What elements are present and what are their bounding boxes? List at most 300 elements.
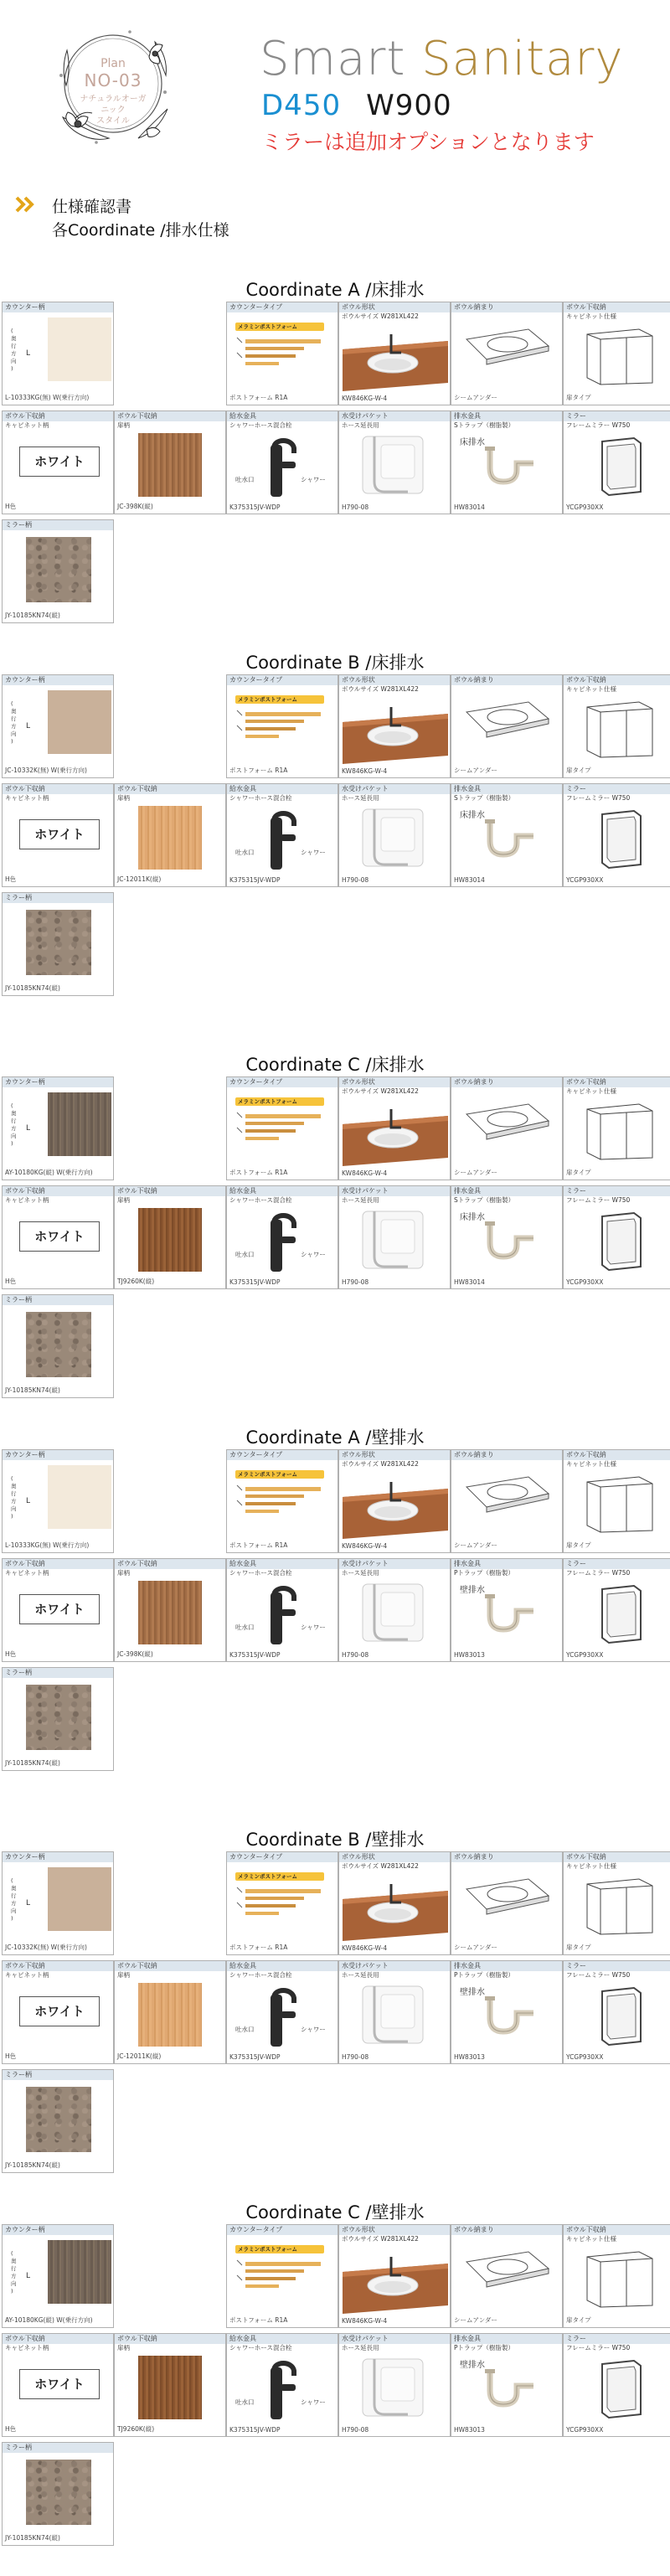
card-caption: KW846KG-W-4 <box>342 1169 388 1177</box>
trap-pipe-icon <box>473 1995 545 2050</box>
section-title: 仕様確認書 <box>52 198 132 216</box>
card-mirror-pattern <box>2 2442 114 2546</box>
card-header: 排水金具 <box>451 411 562 421</box>
card-header: ボウル下収納 <box>115 1961 225 1971</box>
card-water-bracket <box>338 410 451 514</box>
coordinate-title: Coordinate C /壁排水 <box>245 2202 425 2222</box>
card-header: ボウル下収納 <box>115 1559 225 1569</box>
card-caption: HW83014 <box>454 876 485 884</box>
card-caption: 扉タイプ <box>566 2316 591 2324</box>
card-header: カウンター柄 <box>3 1852 113 1862</box>
card-subheader: フレームミラー W750 <box>566 1971 631 1979</box>
counter-type-diagram <box>234 1482 334 1524</box>
card-header: ボウル下収納 <box>564 1852 670 1862</box>
drain-type-label: 床排水 <box>460 1213 485 1222</box>
bracket-image <box>356 1981 431 2052</box>
card-caption: シームアンダー <box>454 767 497 774</box>
card-header: ミラー柄 <box>3 1668 113 1678</box>
counter-axis-label: L <box>26 1899 31 1907</box>
card-water-bracket <box>338 1558 451 1662</box>
card-subheader: フレームミラー W750 <box>566 2344 631 2351</box>
card-caption: K375315JV-WDP <box>229 1278 281 1286</box>
bowl-photo <box>343 1874 448 1941</box>
card-counter-type <box>226 2224 338 2328</box>
trap-label: Pトラップ（樹脂製） <box>454 2344 514 2351</box>
coordinate-block-5 <box>0 1826 670 2203</box>
card-caption: YCGP930XX <box>566 503 604 511</box>
card-header: カウンタータイプ <box>227 1077 338 1087</box>
card-cabinet-color <box>2 1185 114 1289</box>
card-caption: 扉タイプ <box>566 767 591 774</box>
bowl-fit-diagram <box>461 1470 554 1532</box>
card-faucet <box>226 783 338 887</box>
card-counter-pattern <box>2 674 114 778</box>
card-header: 排水金具 <box>451 784 562 794</box>
card-caption: H色 <box>5 2052 17 2060</box>
door-swatch <box>138 1983 202 2047</box>
counter-type-diagram <box>234 1884 334 1926</box>
trap-label: Pトラップ（樹脂製） <box>454 1971 514 1979</box>
counter-swatch <box>48 690 111 754</box>
cabinet-color-white: ホワイト <box>19 1996 100 2026</box>
card-subheader: 扉柄 <box>117 1971 130 1979</box>
card-caption: K375315JV-WDP <box>229 2426 281 2434</box>
card-faucet <box>226 1558 338 1662</box>
card-header: カウンタータイプ <box>227 1450 338 1460</box>
bowl-photo <box>343 1099 448 1166</box>
card-header: ボウル下収納 <box>3 1559 113 1569</box>
card-header: ボウル納まり <box>451 302 562 312</box>
card-mirror <box>563 1558 670 1662</box>
card-subheader: フレームミラー W750 <box>566 1569 631 1577</box>
card-counter-type <box>226 1449 338 1553</box>
plan-label: Plan <box>100 57 126 70</box>
faucet-icon <box>252 806 302 873</box>
card-subheader: キャビネット仕様 <box>566 312 616 320</box>
faucet-shower-label: シャワー <box>301 1624 326 1631</box>
card-header: 給水金具 <box>227 411 338 421</box>
card-caption: H790-08 <box>342 503 369 511</box>
card-header: 水受けパケット <box>339 2334 450 2344</box>
card-header: ボウル下収納 <box>564 1077 670 1087</box>
card-cabinet-spec <box>563 1449 670 1553</box>
trap-pipe-icon <box>473 2367 545 2423</box>
faucet-spout-label: 吐水口 <box>235 1624 255 1631</box>
card-mirror-pattern <box>2 2069 114 2173</box>
card-caption: H色 <box>5 2425 17 2433</box>
card-caption: JY-10185KN74(縦) <box>5 612 60 619</box>
card-subheader: シャワーホース混合栓 <box>229 1971 292 1979</box>
cabinet-color-white: ホワイト <box>19 1594 100 1624</box>
counter-type-diagram <box>234 2257 334 2299</box>
card-header: ボウル下収納 <box>564 675 670 685</box>
card-caption: JY-10185KN74(縦) <box>5 1759 60 1767</box>
card-subheader: 扉柄 <box>117 2344 130 2351</box>
faucet-shower-label: シャワー <box>301 1251 326 1258</box>
card-caption: KW846KG-W-4 <box>342 1944 388 1952</box>
card-header: カウンタータイプ <box>227 2225 338 2235</box>
card-mirror <box>563 1185 670 1289</box>
coordinate-title: Coordinate B /床排水 <box>245 653 425 673</box>
card-door-pattern <box>114 783 226 887</box>
card-header: ボウル下収納 <box>3 784 113 794</box>
bowl-size: ボウルサイズ W281XL422 <box>342 1087 419 1095</box>
mirror-stone-swatch <box>26 1685 91 1750</box>
cabinet-diagram <box>584 326 656 386</box>
card-caption: K375315JV-WDP <box>229 2053 281 2061</box>
bracket-image <box>356 1206 431 1277</box>
card-header: カウンター柄 <box>3 675 113 685</box>
card-bowl-fit <box>451 302 563 405</box>
card-caption: シームアンダー <box>454 1541 497 1549</box>
card-cabinet-color <box>2 1960 114 2064</box>
card-caption: H790-08 <box>342 1651 369 1659</box>
counter-swatch <box>48 317 111 381</box>
card-caption: H790-08 <box>342 876 369 884</box>
drain-type-label: 壁排水 <box>460 1988 485 1997</box>
card-cabinet-color <box>2 2333 114 2437</box>
card-caption: シームアンダー <box>454 394 497 401</box>
door-swatch <box>138 1208 202 1272</box>
coordinate-title: Coordinate B /壁排水 <box>245 1830 425 1850</box>
counter-type-chip: メラミンポストフォーム <box>235 1470 324 1479</box>
counter-swatch <box>48 2240 111 2304</box>
card-header: カウンタータイプ <box>227 675 338 685</box>
card-mirror <box>563 1960 670 2064</box>
page-header <box>0 0 670 159</box>
coordinate-block-1 <box>0 276 670 653</box>
card-door-pattern <box>114 2333 226 2437</box>
card-caption: L-10333KG(無) W(乗行方向) <box>5 1541 90 1549</box>
card-caption: HW83014 <box>454 503 485 511</box>
card-header: ボウル形状 <box>339 302 450 312</box>
card-caption: H790-08 <box>342 2053 369 2061</box>
card-caption: ポストフォーム R1A <box>229 1944 288 1951</box>
brand-word-sanitary: Sanitary <box>421 32 624 86</box>
card-header: ボウル納まり <box>451 1852 562 1862</box>
card-bowl-shape <box>338 1449 451 1553</box>
bowl-fit-diagram <box>461 695 554 757</box>
card-subheader: シャワーホース混合栓 <box>229 794 292 802</box>
card-bowl-shape <box>338 674 451 778</box>
bowl-size: ボウルサイズ W281XL422 <box>342 312 419 320</box>
card-bowl-shape <box>338 1076 451 1180</box>
width-label: W900 <box>366 89 452 122</box>
card-counter-type <box>226 1851 338 1955</box>
card-header: ボウル下収納 <box>564 302 670 312</box>
card-header: ミラー柄 <box>3 1295 113 1305</box>
card-caption: L-10333KG(無) W(乗行方向) <box>5 394 90 401</box>
door-swatch <box>138 806 202 870</box>
faucet-spout-label: 吐水口 <box>235 849 255 856</box>
card-subheader: ホース延長用 <box>342 1196 379 1204</box>
card-header: カウンタータイプ <box>227 1852 338 1862</box>
bowl-fit-diagram <box>461 1097 554 1159</box>
mirror-stone-swatch <box>26 910 91 975</box>
card-subheader: キャビネット仕様 <box>566 1862 616 1870</box>
card-header: ボウル下収納 <box>3 2334 113 2344</box>
card-bowl-fit <box>451 2224 563 2328</box>
coordinate-title: Coordinate A /壁排水 <box>245 1427 425 1448</box>
card-caption: JC-398K(縦) <box>117 503 153 510</box>
card-header: ミラー柄 <box>3 2443 113 2453</box>
counter-type-chip: メラミンポストフォーム <box>235 2245 324 2253</box>
plan-style-line1: ナチュラルオーガニック <box>80 95 147 115</box>
mirror-frame-icon <box>597 1211 644 1272</box>
card-door-pattern <box>114 1558 226 1662</box>
card-caption: ポストフォーム R1A <box>229 394 288 401</box>
double-chevron-icon <box>15 196 37 213</box>
card-mirror <box>563 2333 670 2437</box>
card-bowl-shape <box>338 2224 451 2328</box>
card-header: 給水金具 <box>227 1559 338 1569</box>
faucet-icon <box>252 1581 302 1648</box>
trap-label: Sトラップ（樹脂製） <box>454 1196 515 1204</box>
card-caption: JY-10185KN74(縦) <box>5 984 60 992</box>
card-header: 給水金具 <box>227 784 338 794</box>
card-header: カウンター柄 <box>3 302 113 312</box>
card-caption: AY-10180KG(縦) W(乗行方向) <box>5 2316 93 2324</box>
card-subheader: キャビネット柄 <box>5 2344 49 2351</box>
card-header: ボウル下収納 <box>564 2225 670 2235</box>
card-drain-trap <box>451 1185 563 1289</box>
card-header: ボウル下収納 <box>115 1186 225 1196</box>
bowl-photo <box>343 2247 448 2314</box>
cabinet-diagram <box>584 699 656 759</box>
card-header: ボウル下収納 <box>115 411 225 421</box>
coordinate-block-6 <box>0 2199 670 2576</box>
mirror-stone-swatch <box>26 2087 91 2152</box>
card-water-bracket <box>338 2333 451 2437</box>
cabinet-color-white: ホワイト <box>19 819 100 849</box>
card-caption: KW846KG-W-4 <box>342 1542 388 1550</box>
card-door-pattern <box>114 410 226 514</box>
card-header: ミラー <box>564 1559 670 1569</box>
card-header: 水受けパケット <box>339 1559 450 1569</box>
card-subheader: フレームミラー W750 <box>566 421 631 429</box>
trap-pipe-icon <box>473 445 545 500</box>
card-header: ボウル下収納 <box>115 784 225 794</box>
card-header: ボウル形状 <box>339 1450 450 1460</box>
card-counter-pattern <box>2 302 114 405</box>
card-bowl-fit <box>451 1076 563 1180</box>
card-bowl-shape <box>338 1851 451 1955</box>
depth-axis-glyphs: ( 奥 行 方 向 ) <box>11 328 17 372</box>
cabinet-diagram <box>584 2248 656 2309</box>
counter-type-diagram <box>234 1109 334 1151</box>
mirror-stone-swatch <box>26 537 91 602</box>
bracket-image <box>356 431 431 502</box>
card-caption: YCGP930XX <box>566 1278 604 1286</box>
card-subheader: キャビネット仕様 <box>566 1460 616 1468</box>
coordinate-title: Coordinate C /床排水 <box>245 1055 425 1075</box>
card-subheader: 扉柄 <box>117 794 130 802</box>
card-caption: KW846KG-W-4 <box>342 395 388 402</box>
card-header: 排水金具 <box>451 1961 562 1971</box>
card-header: 水受けパケット <box>339 1186 450 1196</box>
card-counter-type <box>226 674 338 778</box>
card-caption: 扉タイプ <box>566 394 591 401</box>
card-counter-type <box>226 302 338 405</box>
mirror-option-notice: ミラーは追加オプションとなります <box>261 130 595 154</box>
card-caption: 扉タイプ <box>566 1944 591 1951</box>
card-header: カウンター柄 <box>3 2225 113 2235</box>
card-caption: JC-10332K(無) W(乗行方向) <box>5 1944 87 1951</box>
cabinet-diagram <box>584 1101 656 1161</box>
cabinet-diagram <box>584 1474 656 1534</box>
card-caption: JC-10332K(無) W(乗行方向) <box>5 767 87 774</box>
card-cabinet-spec <box>563 674 670 778</box>
mirror-frame-icon <box>597 1986 644 2047</box>
card-subheader: キャビネット仕様 <box>566 2235 616 2243</box>
card-header: ボウル形状 <box>339 1852 450 1862</box>
trap-pipe-icon <box>473 1220 545 1275</box>
card-drain-trap <box>451 410 563 514</box>
card-caption: AY-10180KG(縦) W(乗行方向) <box>5 1169 93 1176</box>
card-bowl-fit <box>451 1449 563 1553</box>
trap-pipe-icon <box>473 1593 545 1648</box>
card-subheader: 扉柄 <box>117 1196 130 1204</box>
counter-axis-label: L <box>26 2272 31 2280</box>
card-bowl-fit <box>451 674 563 778</box>
faucet-spout-label: 吐水口 <box>235 476 255 483</box>
card-counter-pattern <box>2 1076 114 1180</box>
card-caption: 扉タイプ <box>566 1541 591 1549</box>
card-caption: KW846KG-W-4 <box>342 2317 388 2325</box>
card-drain-trap <box>451 2333 563 2437</box>
card-header: ボウル下収納 <box>564 1450 670 1460</box>
depth-axis-glyphs: ( 奥 行 方 向 ) <box>11 1475 17 1520</box>
card-faucet <box>226 1185 338 1289</box>
card-mirror-pattern <box>2 892 114 996</box>
coordinate-block-2 <box>0 649 670 1026</box>
cabinet-diagram <box>584 1876 656 1936</box>
card-caption: K375315JV-WDP <box>229 876 281 884</box>
card-mirror <box>563 410 670 514</box>
card-subheader: キャビネット仕様 <box>566 1087 616 1095</box>
card-mirror-pattern <box>2 519 114 623</box>
plan-badge <box>80 57 147 126</box>
mirror-frame-icon <box>597 809 644 870</box>
counter-type-chip: メラミンポストフォーム <box>235 1097 324 1106</box>
counter-axis-label: L <box>26 1124 31 1133</box>
card-counter-pattern <box>2 1851 114 1955</box>
faucet-shower-label: シャワー <box>301 849 326 856</box>
card-subheader: フレームミラー W750 <box>566 1196 631 1204</box>
card-faucet <box>226 1960 338 2064</box>
trap-label: Pトラップ（樹脂製） <box>454 1569 514 1577</box>
card-header: 排水金具 <box>451 1186 562 1196</box>
drain-type-label: 壁排水 <box>460 1586 485 1595</box>
card-mirror-pattern <box>2 1294 114 1398</box>
depth-axis-glyphs: ( 奥 行 方 向 ) <box>11 1877 17 1922</box>
dimensions <box>261 89 452 122</box>
card-cabinet-color <box>2 783 114 887</box>
bowl-size: ボウルサイズ W281XL422 <box>342 1862 419 1870</box>
card-caption: K375315JV-WDP <box>229 1651 281 1659</box>
card-subheader: キャビネット仕様 <box>566 685 616 693</box>
card-caption: HW83013 <box>454 1651 485 1659</box>
card-caption: KW846KG-W-4 <box>342 767 388 775</box>
card-caption: JY-10185KN74(縦) <box>5 2161 60 2169</box>
card-caption: JY-10185KN74(縦) <box>5 2534 60 2542</box>
card-caption: H色 <box>5 1278 17 1285</box>
card-faucet <box>226 410 338 514</box>
mirror-frame-icon <box>597 1584 644 1644</box>
card-caption: ポストフォーム R1A <box>229 1169 288 1176</box>
brand-title <box>260 32 624 86</box>
card-subheader: シャワーホース混合栓 <box>229 2344 292 2351</box>
card-cabinet-color <box>2 410 114 514</box>
card-caption: YCGP930XX <box>566 876 604 884</box>
door-swatch <box>138 2356 202 2419</box>
card-header: ボウル納まり <box>451 675 562 685</box>
card-mirror <box>563 783 670 887</box>
card-subheader: ホース延長用 <box>342 421 379 429</box>
card-caption: JC-12011K(縦) <box>117 875 162 883</box>
bracket-image <box>356 2354 431 2424</box>
counter-swatch <box>48 1867 111 1931</box>
counter-type-chip: メラミンポストフォーム <box>235 1872 324 1881</box>
card-counter-pattern <box>2 2224 114 2328</box>
faucet-icon <box>252 1983 302 2050</box>
depth-axis-glyphs: ( 奥 行 方 向 ) <box>11 2250 17 2295</box>
counter-type-diagram <box>234 707 334 749</box>
counter-type-diagram <box>234 334 334 376</box>
cabinet-color-white: ホワイト <box>19 447 100 477</box>
card-caption: ポストフォーム R1A <box>229 1541 288 1549</box>
counter-type-chip: メラミンポストフォーム <box>235 695 324 704</box>
card-subheader: ホース延長用 <box>342 1569 379 1577</box>
card-subheader: シャワーホース混合栓 <box>229 421 292 429</box>
card-caption: H色 <box>5 1650 17 1658</box>
section-subtitle: 各Coordinate /排水仕様 <box>52 221 229 240</box>
card-faucet <box>226 2333 338 2437</box>
card-subheader: キャビネット柄 <box>5 794 49 802</box>
card-header: カウンター柄 <box>3 1077 113 1087</box>
card-header: ボウル納まり <box>451 1077 562 1087</box>
counter-type-chip: メラミンポストフォーム <box>235 323 324 331</box>
card-header: カウンタータイプ <box>227 302 338 312</box>
card-subheader: 扉柄 <box>117 421 130 429</box>
card-caption: シームアンダー <box>454 1944 497 1951</box>
card-caption: JC-12011K(縦) <box>117 2052 162 2060</box>
bowl-size: ボウルサイズ W281XL422 <box>342 1460 419 1468</box>
card-header: 給水金具 <box>227 2334 338 2344</box>
card-caption: K375315JV-WDP <box>229 503 281 511</box>
card-header: ミラー柄 <box>3 520 113 530</box>
bowl-photo <box>343 1472 448 1539</box>
door-swatch <box>138 1581 202 1644</box>
card-header: ミラー <box>564 411 670 421</box>
card-subheader: シャワーホース混合栓 <box>229 1569 292 1577</box>
door-swatch <box>138 433 202 497</box>
counter-swatch <box>48 1465 111 1529</box>
card-caption: ポストフォーム R1A <box>229 2316 288 2324</box>
bowl-photo <box>343 324 448 391</box>
card-drain-trap <box>451 1558 563 1662</box>
card-header: ミラー柄 <box>3 893 113 903</box>
cabinet-color-white: ホワイト <box>19 2369 100 2399</box>
bracket-image <box>356 1579 431 1649</box>
card-drain-trap <box>451 783 563 887</box>
card-header: 水受けパケット <box>339 784 450 794</box>
card-header: ボウル納まり <box>451 1450 562 1460</box>
mirror-frame-icon <box>597 436 644 497</box>
card-bowl-shape <box>338 302 451 405</box>
faucet-icon <box>252 1208 302 1275</box>
card-subheader: ホース延長用 <box>342 1971 379 1979</box>
